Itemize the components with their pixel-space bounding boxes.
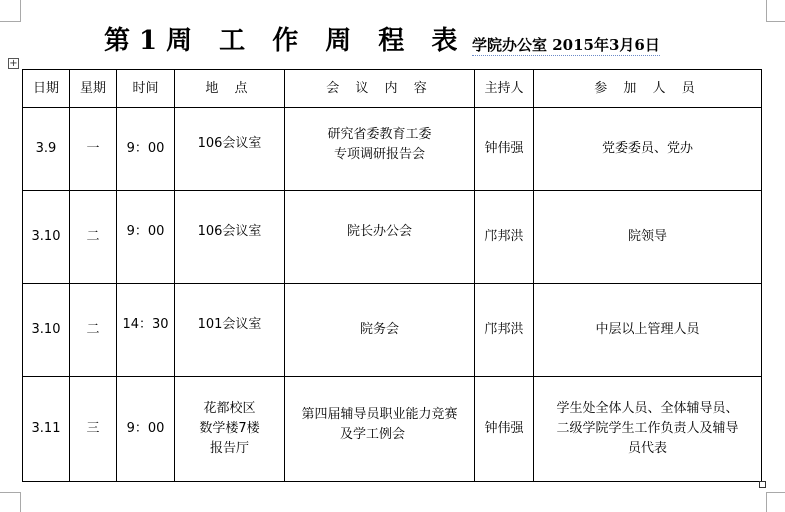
- header-host: 主持人: [475, 70, 534, 108]
- header-attendees: 参 加 人 员: [534, 70, 762, 108]
- cell-location: [175, 377, 285, 482]
- cell-attendees: [534, 108, 762, 191]
- content-line: 院长办公会: [346, 224, 412, 239]
- crop-mark: [0, 21, 21, 22]
- cell-time: 9：00: [117, 377, 175, 482]
- cell-location: [175, 108, 285, 191]
- cell-attendees: [534, 377, 762, 482]
- attendees-line: 员代表: [627, 441, 667, 456]
- cell-host: 邝邦洪: [475, 191, 534, 284]
- attendees-line: 院领导: [627, 229, 667, 244]
- page-title: 第1周 工 作 周 程 表: [104, 26, 467, 56]
- cell-content: [285, 108, 475, 191]
- schedule-table: [22, 69, 762, 482]
- location-line: 数学楼7楼: [199, 421, 260, 436]
- cell-weekday: 三: [70, 377, 117, 482]
- cell-time: [117, 284, 175, 377]
- time-value: 9：00: [126, 224, 165, 239]
- table-header-row: [23, 70, 762, 108]
- cell-weekday: 一: [70, 108, 117, 191]
- cell-content: [285, 191, 475, 284]
- header-weekday: 星期: [70, 70, 117, 108]
- cell-weekday: 二: [70, 284, 117, 377]
- location-line: 106会议室: [197, 224, 262, 239]
- content-line: 第四届辅导员职业能力竞赛: [301, 407, 458, 422]
- time-value: 14：30: [122, 317, 169, 332]
- cell-host: 钟伟强: [475, 108, 534, 191]
- crop-mark: [766, 492, 767, 512]
- cell-host: 邝邦洪: [475, 284, 534, 377]
- cell-location: [175, 191, 285, 284]
- cell-time: 9：00: [117, 108, 175, 191]
- attendees-line: 二级学院学生工作负责人及辅导: [556, 421, 739, 436]
- issuer-date: 学院办公室 2015年3月6日: [472, 36, 660, 54]
- table-row: [23, 108, 762, 191]
- cell-content: [285, 377, 475, 482]
- location-line: 报告厅: [209, 441, 249, 456]
- attendees-line: 党委委员、党办: [601, 141, 693, 156]
- table-row: [23, 377, 762, 482]
- cell-time: [117, 191, 175, 284]
- crop-mark: [20, 492, 21, 512]
- header-content: 会 议 内 容: [285, 70, 475, 108]
- content-line: 研究省委教育工委: [327, 127, 432, 142]
- location-line: 106会议室: [197, 136, 262, 151]
- cell-date: 3.10: [23, 284, 70, 377]
- cell-location: [175, 284, 285, 377]
- cell-weekday: 二: [70, 191, 117, 284]
- cell-attendees: 中层以上管理人员: [534, 284, 762, 377]
- header-date: 日期: [23, 70, 70, 108]
- cell-date: 3.9: [23, 108, 70, 191]
- location-line: 花都校区: [203, 401, 256, 416]
- content-line: 专项调研报告会: [333, 147, 425, 162]
- table-move-handle-icon[interactable]: +: [9, 58, 18, 69]
- header-location: 地 点: [175, 70, 285, 108]
- content-line: 及学工例会: [340, 427, 406, 442]
- cell-content: 院务会: [285, 284, 475, 377]
- crop-mark: [766, 21, 785, 22]
- location-line: 101会议室: [197, 317, 262, 332]
- cell-date: 3.10: [23, 191, 70, 284]
- crop-mark: [0, 492, 21, 493]
- table-resize-handle[interactable]: [759, 481, 766, 488]
- cell-date: 3.11: [23, 377, 70, 482]
- header-time: 时间: [117, 70, 175, 108]
- crop-mark: [766, 492, 785, 493]
- crop-mark: [766, 0, 767, 22]
- table-row: [23, 191, 762, 284]
- crop-mark: [20, 0, 21, 22]
- cell-host: 钟伟强: [475, 377, 534, 482]
- attendees-line: 学生处全体人员、全体辅导员、: [556, 401, 739, 416]
- cell-attendees: [534, 191, 762, 284]
- table-row: [23, 284, 762, 377]
